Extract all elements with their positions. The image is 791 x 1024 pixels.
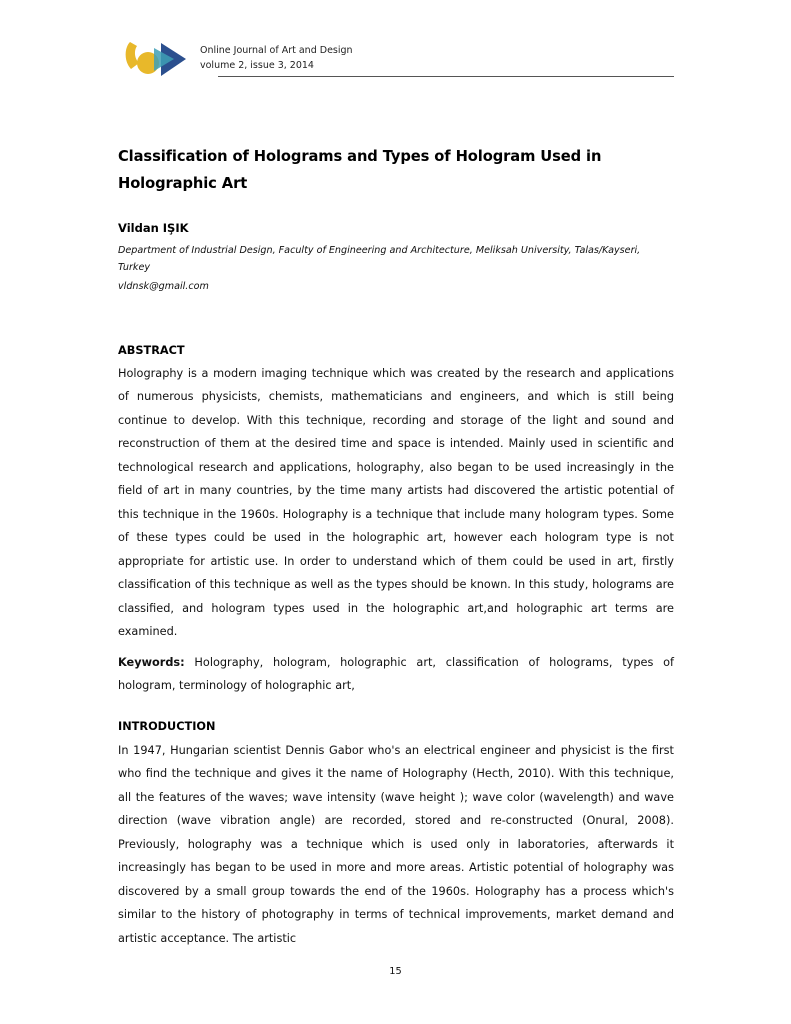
page-title: Classification of Holograms and Types of Hologram Used in Holographic Art — [118, 148, 602, 193]
journal-info — [200, 36, 353, 73]
journal-name: Online Journal of Art and Design — [200, 45, 353, 56]
header-divider — [218, 76, 674, 77]
author-affiliation: Department of Industrial Design, Faculty of Engineering and Architecture, Meliksah University, Talas/Kayseri, Turkey — [118, 245, 641, 273]
author-name: Vildan IŞIK — [118, 221, 189, 235]
author-email: vldnsk@gmail.com — [118, 281, 209, 292]
keywords-line — [118, 651, 674, 698]
journal-issue: volume 2, issue 3, 2014 — [200, 59, 314, 71]
keywords-text: Holography, hologram, holographic art, classification of holograms, types of hologram, terminology of holographic art, — [118, 656, 674, 693]
abstract-heading: ABSTRACT — [118, 344, 185, 357]
page-number: 15 — [389, 966, 402, 977]
introduction-heading: INTRODUCTION — [118, 720, 216, 733]
keywords-label: Keywords: — [118, 656, 185, 669]
journal-logo-icon — [118, 36, 200, 82]
introduction-body: In 1947, Hungarian scientist Dennis Gabor who's an electrical engineer and physicist is the first who find the technique and gives it the name of Holography (Hecth, 2010). With this technique, all the features of the waves; wave intensity (wave height ); wave color (wavelength) and wave direction (wave vibration angle) are recorded, stored and re-constructed (Onural, 2008). Previously, holography was a technique which is used only in laboratories, afterwards it increasingly has began to be used in more and more areas. Artistic potential of holography was discovered by a small group towards the end of the 1960s. Holography has a process which's similar to the history of photography in terms of technical improvements, market demand and artistic acceptance. The artistic — [118, 744, 674, 945]
abstract-body: Holography is a modern imaging technique which was created by the research and applications of numerous physicists, chemists, mathematicians and engineers, and which is still being continue to develop. With this technique, recording and storage of the light and sound and reconstruction of them at the desired time and space is intended. Mainly used in scientific and technological research and applications, holography, also began to be used increasingly in the field of art in many countries, by the time many artists had discovered the artistic potential of this technique in the 1960s. Holography is a technique that include many hologram types. Some of these types could be used in the holographic art, however each hologram type is not appropriate for artistic use. In order to understand which of them could be used in art, firstly classification of this technique as well as the types should be known. In this study, holograms are classified, and hologram types used in the holographic art,and holographic art terms are examined. — [118, 367, 674, 639]
